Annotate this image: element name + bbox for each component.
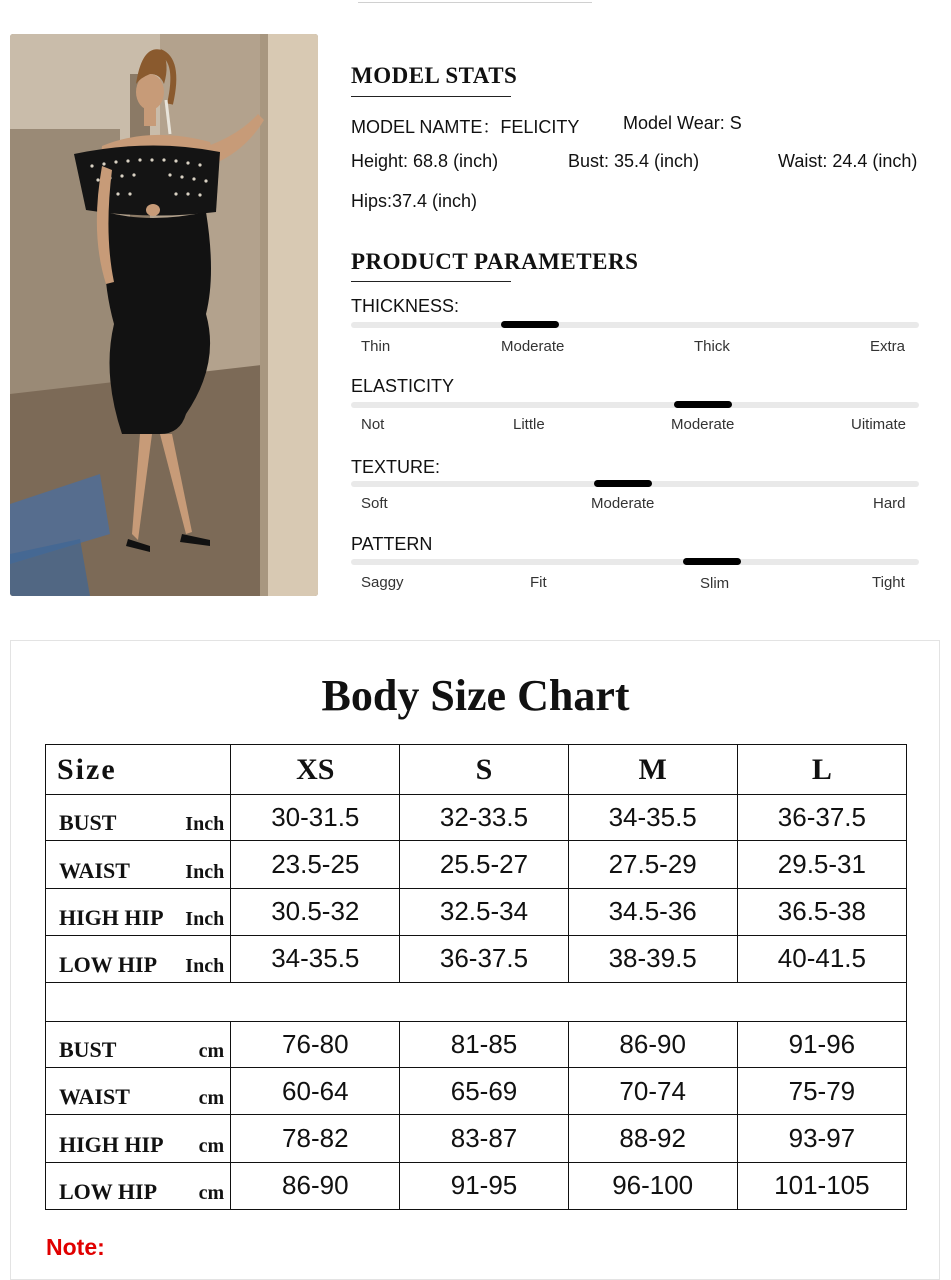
size-header-row bbox=[46, 745, 907, 795]
pattern-scale-fit: Fit bbox=[530, 574, 547, 591]
thickness-scale-thin: Thin bbox=[361, 338, 391, 355]
measure-name: WAIST bbox=[59, 1084, 130, 1110]
row-label bbox=[46, 795, 231, 841]
model-waist: Waist: 24.4 (inch) bbox=[778, 151, 918, 171]
pattern-scale-slim: Slim bbox=[700, 575, 730, 592]
elasticity-scale-little: Little bbox=[513, 416, 545, 433]
row-label bbox=[46, 1162, 231, 1209]
measure-unit: cm bbox=[198, 1087, 225, 1110]
size-chart-title: Body Size Chart bbox=[321, 671, 630, 720]
size-chart-table bbox=[45, 744, 907, 1210]
size-value: 60-64 bbox=[231, 1068, 400, 1115]
size-value: 83-87 bbox=[400, 1115, 568, 1162]
size-value: 25.5-27 bbox=[400, 841, 568, 888]
row-label bbox=[46, 935, 231, 982]
size-value: 34-35.5 bbox=[568, 795, 737, 841]
table-row bbox=[46, 935, 907, 982]
model-photo bbox=[10, 34, 318, 596]
measure-unit: Inch bbox=[185, 954, 225, 977]
size-value: 40-41.5 bbox=[737, 935, 906, 982]
size-value: 88-92 bbox=[568, 1115, 737, 1162]
model-stats-underline bbox=[351, 96, 511, 97]
measure-name: LOW HIP bbox=[59, 1179, 158, 1204]
texture-label: TEXTURE: bbox=[351, 457, 441, 477]
model-hips: Hips:37.4 (inch) bbox=[351, 191, 478, 211]
size-value: 78-82 bbox=[231, 1115, 400, 1162]
product-parameters-underline bbox=[351, 281, 511, 282]
size-value: 30.5-32 bbox=[231, 888, 400, 935]
size-header-label: Size bbox=[46, 745, 231, 795]
pattern-scale-saggy: Saggy bbox=[361, 574, 404, 591]
row-label bbox=[46, 888, 231, 935]
thickness-scale-moderate: Moderate bbox=[501, 338, 565, 355]
size-value: 30-31.5 bbox=[231, 795, 400, 841]
size-value: 75-79 bbox=[737, 1068, 906, 1115]
measure-unit: Inch bbox=[185, 860, 225, 883]
size-value: 38-39.5 bbox=[568, 935, 737, 982]
table-row bbox=[46, 1068, 907, 1115]
table-row bbox=[46, 888, 907, 935]
size-value: 93-97 bbox=[737, 1115, 906, 1162]
elasticity-scale-not: Not bbox=[361, 416, 385, 433]
texture-track bbox=[351, 481, 919, 487]
texture-indicator bbox=[594, 480, 652, 487]
size-value: 34.5-36 bbox=[568, 888, 737, 935]
thickness-scale-extra: Extra bbox=[870, 338, 906, 355]
elasticity-scale-ultimate: Uitimate bbox=[851, 416, 907, 433]
size-value: 91-96 bbox=[737, 1022, 906, 1068]
texture-scale-hard: Hard bbox=[873, 495, 906, 512]
model-bust: Bust: 35.4 (inch) bbox=[568, 151, 700, 171]
pattern-label: PATTERN bbox=[351, 534, 433, 554]
model-wear: Model Wear: S bbox=[623, 113, 742, 133]
row-label bbox=[46, 1115, 231, 1162]
elasticity-label: ELASTICITY bbox=[351, 376, 455, 396]
thickness-track bbox=[351, 322, 919, 328]
model-height: Height: 68.8 (inch) bbox=[351, 151, 499, 171]
size-value: 32.5-34 bbox=[400, 888, 568, 935]
table-spacer-row bbox=[46, 982, 907, 1021]
texture-scale-soft: Soft bbox=[361, 495, 388, 512]
texture-scale-moderate: Moderate bbox=[591, 495, 655, 512]
size-value: 101-105 bbox=[737, 1162, 906, 1209]
product-parameters-title: PRODUCT PARAMETERS bbox=[351, 249, 639, 274]
thickness-label: THICKNESS: bbox=[351, 296, 460, 316]
pattern-scale-tight: Tight bbox=[872, 574, 905, 591]
measure-name: WAIST bbox=[59, 857, 130, 883]
measure-unit: Inch bbox=[185, 907, 225, 930]
elasticity-track bbox=[351, 402, 919, 408]
measure-name: BUST bbox=[59, 1037, 117, 1063]
note-label: Note: bbox=[46, 1234, 105, 1260]
elasticity-indicator bbox=[674, 401, 732, 408]
size-value: 36-37.5 bbox=[400, 935, 568, 982]
size-header-m: M bbox=[568, 745, 737, 795]
size-value: 23.5-25 bbox=[231, 841, 400, 888]
size-header-l: L bbox=[737, 745, 906, 795]
model-name: MODEL NAMTE：FELICITY bbox=[351, 117, 580, 137]
size-value: 86-90 bbox=[231, 1162, 400, 1209]
measure-name: BUST bbox=[59, 810, 117, 836]
elasticity-scale-moderate: Moderate bbox=[671, 416, 735, 433]
top-divider bbox=[358, 2, 592, 3]
model-stats-title: MODEL STATS bbox=[351, 63, 518, 88]
row-label bbox=[46, 1022, 231, 1068]
size-value: 96-100 bbox=[568, 1162, 737, 1209]
size-header-xs: XS bbox=[231, 745, 400, 795]
size-value: 34-35.5 bbox=[231, 935, 400, 982]
measure-unit: cm bbox=[198, 1134, 225, 1157]
size-header-s: S bbox=[400, 745, 568, 795]
row-label bbox=[46, 1068, 231, 1115]
measure-name: LOW HIP bbox=[59, 951, 158, 977]
size-value: 86-90 bbox=[568, 1022, 737, 1068]
pattern-track bbox=[351, 559, 919, 565]
pattern-indicator bbox=[683, 558, 741, 565]
table-row bbox=[46, 841, 907, 888]
table-spacer-cell bbox=[46, 982, 907, 1021]
measure-name: HIGH HIP bbox=[59, 1131, 164, 1157]
size-value: 32-33.5 bbox=[400, 795, 568, 841]
table-row bbox=[46, 1115, 907, 1162]
row-label bbox=[46, 841, 231, 888]
table-row bbox=[46, 795, 907, 841]
size-value: 36.5-38 bbox=[737, 888, 906, 935]
thickness-scale-thick: Thick bbox=[694, 338, 730, 355]
size-value: 29.5-31 bbox=[737, 841, 906, 888]
thickness-indicator bbox=[501, 321, 559, 328]
table-row bbox=[46, 1162, 907, 1209]
size-value: 36-37.5 bbox=[737, 795, 906, 841]
measure-unit: cm bbox=[198, 1182, 225, 1204]
size-value: 81-85 bbox=[400, 1022, 568, 1068]
size-value: 65-69 bbox=[400, 1068, 568, 1115]
measure-name: HIGH HIP bbox=[59, 904, 164, 930]
measure-unit: Inch bbox=[185, 813, 225, 836]
size-value: 70-74 bbox=[568, 1068, 737, 1115]
size-value: 27.5-29 bbox=[568, 841, 737, 888]
size-value: 76-80 bbox=[231, 1022, 400, 1068]
measure-unit: cm bbox=[198, 1040, 225, 1063]
size-value: 91-95 bbox=[400, 1162, 568, 1209]
table-row bbox=[46, 1022, 907, 1068]
